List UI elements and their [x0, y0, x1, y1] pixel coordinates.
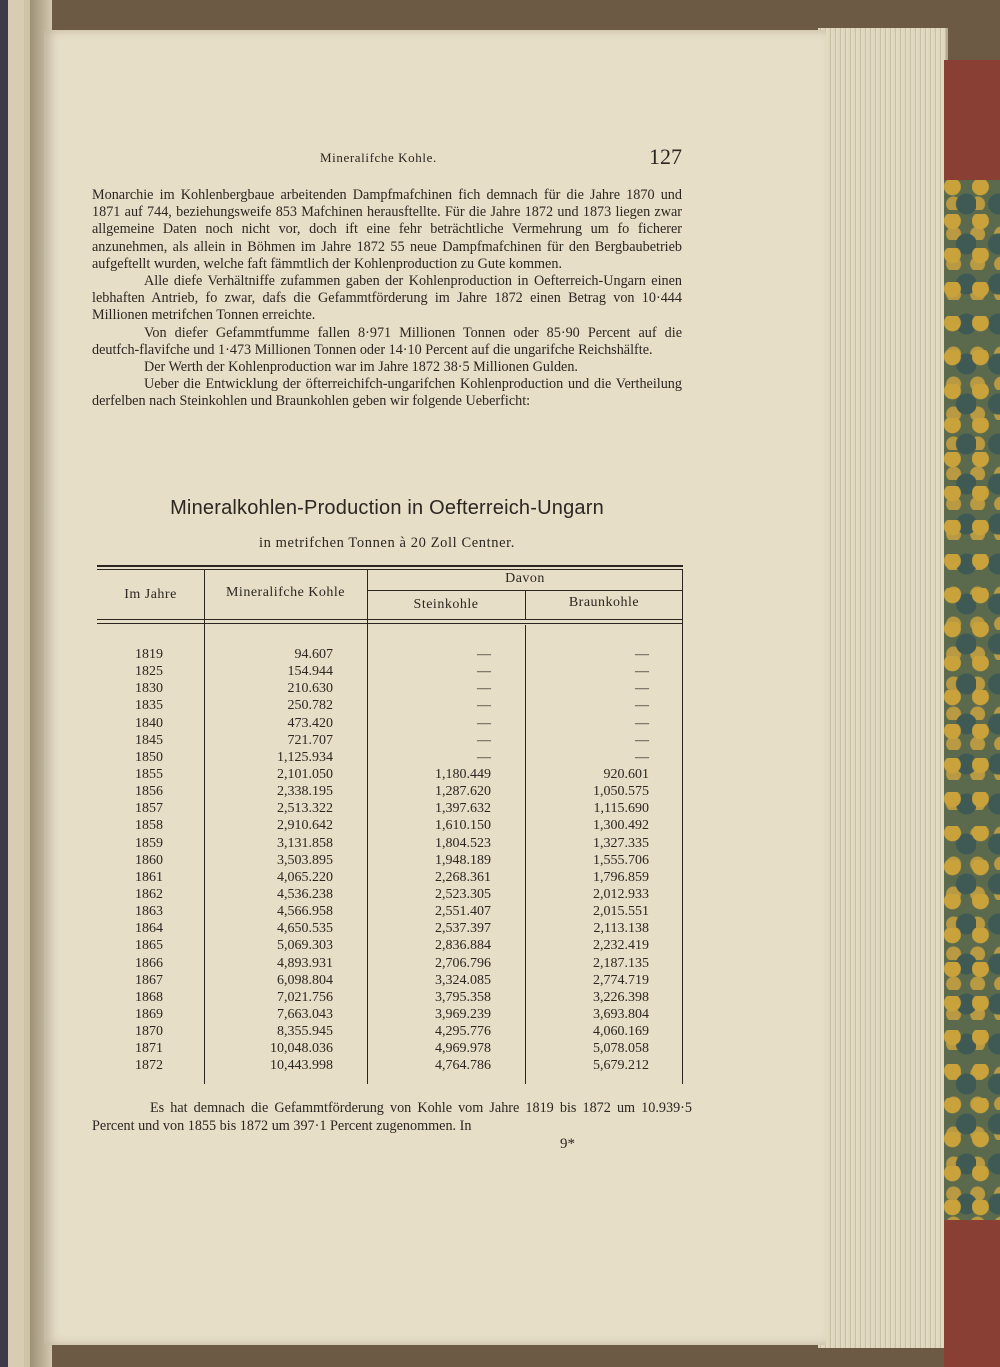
cell-steinkohle: 3,324.085 [435, 972, 491, 988]
cell-mineral-coal: 1,125.934 [277, 749, 333, 765]
cell-mineral-coal: 8,355.945 [277, 1024, 333, 1040]
cell-mineral-coal: 250.782 [287, 698, 333, 714]
cell-braunkohle: — [635, 749, 649, 765]
cell-mineral-coal: 210.630 [287, 681, 333, 697]
table-row [97, 646, 683, 663]
cell-mineral-coal: 3,503.895 [277, 852, 333, 868]
cell-year: 1864 [135, 921, 163, 937]
cell-braunkohle: 1,300.492 [593, 818, 649, 834]
cell-year: 1856 [135, 784, 163, 800]
cell-year: 1840 [135, 715, 163, 731]
table-row [97, 1006, 683, 1023]
cell-mineral-coal: 721.707 [287, 732, 333, 748]
cell-steinkohle: — [477, 681, 491, 697]
cell-year: 1859 [135, 835, 163, 851]
cell-steinkohle: 1,180.449 [435, 766, 491, 782]
production-table [97, 565, 683, 1090]
table-rule [97, 623, 683, 624]
closing-paragraph: Es hat demnach die Gefammtförderung von Kohle vom Jahre 1819 bis 1872 um 10.939·5 Percent und von 1855 bis 1872 um 397·1 Percent zugenommen. In [92, 1100, 692, 1134]
table-row [97, 835, 683, 852]
cell-mineral-coal: 473.420 [287, 715, 333, 731]
cell-year: 1855 [135, 766, 163, 782]
cell-braunkohle: 920.601 [603, 766, 649, 782]
cell-steinkohle: 1,610.150 [435, 818, 491, 834]
table-row [97, 852, 683, 869]
cell-steinkohle: 3,795.358 [435, 989, 491, 1005]
table-rule [97, 569, 683, 570]
table-row [97, 680, 683, 697]
table-row [97, 817, 683, 834]
cell-steinkohle: 2,268.361 [435, 869, 491, 885]
cell-year: 1862 [135, 886, 163, 902]
cell-braunkohle: 2,012.933 [593, 886, 649, 902]
table-row [97, 732, 683, 749]
cell-mineral-coal: 10,048.036 [270, 1041, 333, 1057]
table-row [97, 972, 683, 989]
cell-steinkohle: 1,287.620 [435, 784, 491, 800]
table-row [97, 783, 683, 800]
cell-year: 1819 [135, 647, 163, 662]
cell-steinkohle: 3,969.239 [435, 1006, 491, 1022]
cell-mineral-coal: 4,566.958 [277, 904, 333, 920]
table-row [97, 1023, 683, 1040]
header-braunkohle: Braunkohle [568, 595, 640, 610]
cell-mineral-coal: 4,536.238 [277, 886, 333, 902]
cell-mineral-coal: 7,663.043 [277, 1006, 333, 1022]
cell-steinkohle: — [477, 647, 491, 662]
body-text [92, 187, 682, 411]
cell-year: 1871 [135, 1041, 163, 1057]
paragraph: Alle diefe Verhältniffe zufammen gaben der Kohlenproduction in Oefterreich-Ungarn einen lebhaften Antrieb, fo zwar, dafs die Gefammtförderung im Jahre 1872 einen Betrag von 10·444 Millionen metrifchen Tonnen erreichte. [92, 273, 682, 324]
cell-braunkohle: 1,327.335 [593, 835, 649, 851]
cell-steinkohle: — [477, 664, 491, 680]
cell-steinkohle: 1,804.523 [435, 835, 491, 851]
cell-braunkohle: 2,113.138 [593, 921, 649, 937]
cell-mineral-coal: 2,338.195 [277, 784, 333, 800]
table-row [97, 766, 683, 783]
cell-year: 1869 [135, 1006, 163, 1022]
cell-braunkohle: 1,555.706 [593, 852, 649, 868]
paragraph: Von diefer Gefammtfumme fallen 8·971 Millionen Tonnen oder 85·90 Percent auf die deutfch-flavifche und 1·473 Millionen Tonnen oder 14·10 Percent auf die ungarifche Reichshälfte. [92, 324, 682, 358]
cell-braunkohle: 1,050.575 [593, 784, 649, 800]
cover-marbled-paper [944, 180, 1000, 1220]
cell-year: 1845 [135, 732, 163, 748]
cell-mineral-coal: 7,021.756 [277, 989, 333, 1005]
cell-steinkohle: 4,764.786 [435, 1058, 491, 1074]
table-rule [97, 619, 683, 620]
cell-steinkohle: 2,706.796 [435, 955, 491, 971]
table-subtitle: in metrifchen Tonnen à 20 Zoll Centner. [258, 535, 516, 551]
cell-year: 1870 [135, 1024, 163, 1040]
cell-mineral-coal: 2,910.642 [277, 818, 333, 834]
cell-mineral-coal: 154.944 [287, 664, 333, 680]
table-row [97, 697, 683, 714]
table-row [97, 955, 683, 972]
cell-steinkohle: — [477, 715, 491, 731]
cell-braunkohle: 1,115.690 [593, 801, 649, 817]
cell-year: 1860 [135, 852, 163, 868]
header-year: Im Jahre [124, 587, 177, 602]
cell-mineral-coal: 4,065.220 [277, 869, 333, 885]
page-header [320, 144, 682, 169]
cell-year: 1872 [135, 1058, 163, 1074]
cover-leather-bottom [944, 1220, 1000, 1367]
paragraph: Ueber die Entwicklung der öfterreichifch-ungarifchen Kohlenproduction und die Vertheilung derfelben nach Steinkohlen und Braunkohlen geben wir folgende Ueberficht: [92, 376, 682, 410]
cell-year: 1825 [135, 664, 163, 680]
cell-mineral-coal: 4,893.931 [277, 955, 333, 971]
cell-mineral-coal: 2,101.050 [277, 766, 333, 782]
cell-braunkohle: — [635, 664, 649, 680]
cell-year: 1830 [135, 681, 163, 697]
page-edges [818, 28, 948, 1348]
cell-braunkohle: 3,226.398 [593, 989, 649, 1005]
table-rule [97, 565, 683, 567]
table-title: Mineralkohlen-Production in Oefterreich-Ungarn [170, 497, 604, 519]
paragraph: Der Werth der Kohlenproduction war im Jahre 1872 38·5 Millionen Gulden. [144, 359, 578, 376]
cell-braunkohle: — [635, 681, 649, 697]
table-row [97, 1057, 683, 1074]
table-row [97, 989, 683, 1006]
paragraph: Monarchie im Kohlenbergbaue arbeitenden Dampfmafchinen fich demnach für die Jahre 1870 und 1871 auf 744, beziehungsweife 853 Mafchinen herausftellte. Für die Jahre 1872 und 1873 liegen zwar allgemeine Daten noch nicht vor, doch ift eine fehr beträchtliche Vermehrung um fo ficherer anzunehmen, als allein in Böhmen im Jahre 1872 55 neue Dampfmafchinen für den Bergbaubetrieb aufgeftellt wurden, welche faft fämmtlich der Kohlenproduction zu Gute kommen. [92, 187, 682, 272]
cell-year: 1863 [135, 904, 163, 920]
cell-steinkohle: 4,295.776 [435, 1024, 491, 1040]
cell-steinkohle: 2,836.884 [435, 938, 491, 954]
printer-signature: 9* [560, 1136, 575, 1152]
cell-steinkohle: 2,537.397 [435, 921, 491, 937]
cell-year: 1867 [135, 972, 163, 988]
table-row [97, 663, 683, 680]
cell-braunkohle: 5,078.058 [593, 1041, 649, 1057]
running-title: Mineralifche Kohle. [320, 150, 437, 165]
page-number: 127 [649, 144, 682, 169]
cell-steinkohle: 2,523.305 [435, 886, 491, 902]
table-row [97, 1040, 683, 1057]
cell-mineral-coal: 4,650.535 [277, 921, 333, 937]
cell-year: 1866 [135, 955, 163, 971]
header-steinkohle: Steinkohle [413, 597, 479, 612]
cell-year: 1865 [135, 938, 163, 954]
header-davon: Davon [505, 571, 545, 586]
cell-braunkohle: 5,679.212 [593, 1058, 649, 1074]
cell-year: 1868 [135, 989, 163, 1005]
cell-braunkohle: 2,232.419 [593, 938, 649, 954]
cell-mineral-coal: 10,443.998 [270, 1058, 333, 1074]
cell-mineral-coal: 2,513.322 [277, 801, 333, 817]
cell-braunkohle: — [635, 715, 649, 731]
table-row [97, 903, 683, 920]
table-row [97, 800, 683, 817]
table-row [97, 715, 683, 732]
cover-leather-top [944, 60, 1000, 180]
cell-steinkohle: — [477, 732, 491, 748]
cell-mineral-coal: 94.607 [294, 647, 333, 662]
cell-steinkohle: — [477, 749, 491, 765]
cell-year: 1861 [135, 869, 163, 885]
cell-braunkohle: — [635, 732, 649, 748]
cell-year: 1858 [135, 818, 163, 834]
cell-steinkohle: 4,969.978 [435, 1041, 491, 1057]
cell-year: 1857 [135, 801, 163, 817]
cell-braunkohle: 2,015.551 [593, 904, 649, 920]
cell-braunkohle: — [635, 647, 649, 662]
cell-mineral-coal: 5,069.303 [277, 938, 333, 954]
table-row [97, 869, 683, 886]
closing-text [92, 1100, 692, 1135]
table-row [97, 749, 683, 766]
cell-year: 1850 [135, 749, 163, 765]
cell-braunkohle: 1,796.859 [593, 869, 649, 885]
cell-steinkohle: 2,551.407 [435, 904, 491, 920]
cell-braunkohle: 2,187.135 [593, 955, 649, 971]
cell-braunkohle: 4,060.169 [593, 1024, 649, 1040]
cell-steinkohle: — [477, 698, 491, 714]
table-row [97, 920, 683, 937]
cell-steinkohle: 1,948.189 [435, 852, 491, 868]
table-body [97, 646, 683, 1075]
cell-year: 1835 [135, 698, 163, 714]
table-row [97, 886, 683, 903]
table-row [97, 937, 683, 954]
cell-braunkohle: 3,693.804 [593, 1006, 649, 1022]
cell-mineral-coal: 6,098.804 [277, 972, 333, 988]
header-mineral-coal: Mineralifche Kohle [225, 585, 345, 600]
cell-braunkohle: — [635, 698, 649, 714]
cell-mineral-coal: 3,131.858 [277, 835, 333, 851]
cell-braunkohle: 2,774.719 [593, 972, 649, 988]
cell-steinkohle: 1,397.632 [435, 801, 491, 817]
